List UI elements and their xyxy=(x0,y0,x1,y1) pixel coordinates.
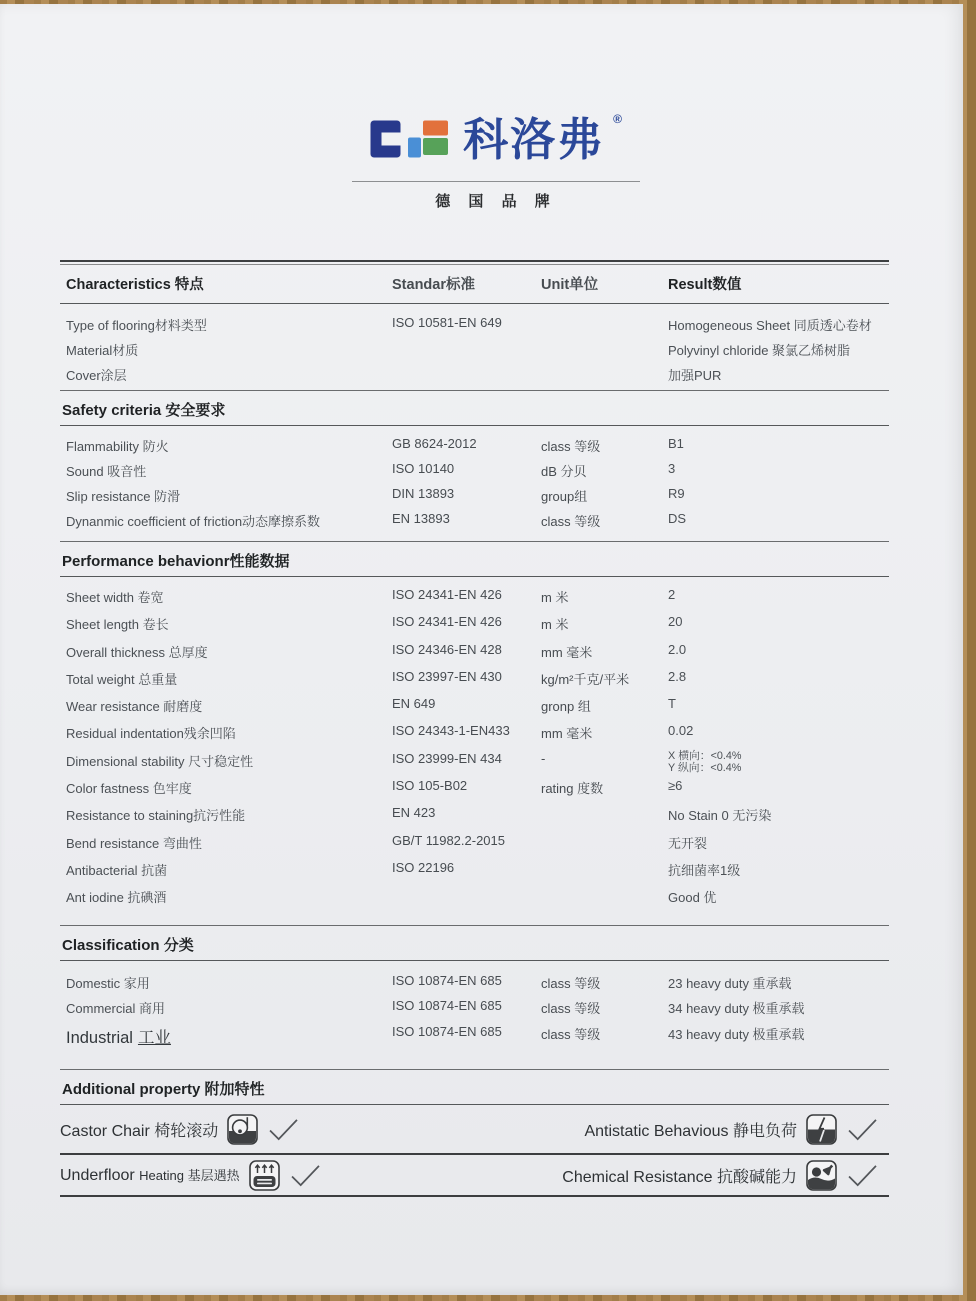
table-row xyxy=(60,998,889,1024)
row-unit: class 等级 xyxy=(541,1026,601,1042)
row-unit: kg/m²千克/平米 xyxy=(541,671,630,687)
table-row xyxy=(60,887,889,914)
row-result: 0.02 xyxy=(668,723,694,739)
table-row xyxy=(60,778,889,805)
row-label: Material材质 xyxy=(66,343,139,358)
row-result: 34 heavy duty 极重承载 xyxy=(668,1001,805,1017)
section-title-classification: Classification 分类 xyxy=(60,926,889,961)
table-row xyxy=(60,973,889,999)
section-performance-rows xyxy=(60,577,889,926)
row-standard: ISO 24341-EN 426 xyxy=(392,587,502,602)
chemical-resistance-icon xyxy=(806,1160,837,1191)
row-standard: DIN 13893 xyxy=(392,486,455,501)
row-unit: m 米 xyxy=(541,617,569,633)
row-label: Flammability 防火 xyxy=(66,439,169,454)
table-row xyxy=(60,315,889,340)
row-label-en: Industrial xyxy=(66,1028,133,1047)
property-castor-chair xyxy=(60,1114,300,1145)
row-standard: GB 8624-2012 xyxy=(392,436,477,451)
row-label: Antibacterial 抗菌 xyxy=(66,862,168,878)
row-label: Ant iodine 抗碘酒 xyxy=(66,890,167,906)
logo-divider xyxy=(352,181,640,182)
row-label: Domestic 家用 xyxy=(66,975,150,991)
table-row xyxy=(60,511,889,536)
row-label: Residual indentation残余凹陷 xyxy=(66,726,236,742)
antistatic-icon xyxy=(806,1114,837,1145)
section-title-additional: Additional property 附加特性 xyxy=(60,1070,889,1105)
row-standard: ISO 10874-EN 685 xyxy=(392,998,502,1014)
checkmark-icon xyxy=(846,1163,879,1188)
row-standard: ISO 23997-EN 430 xyxy=(392,668,502,684)
row-result: ≥6 xyxy=(668,778,683,794)
checkmark-icon xyxy=(846,1117,879,1142)
row-standard: ISO 10140 xyxy=(392,461,455,476)
row-label: Slip resistance 防滑 xyxy=(66,489,181,504)
row-standard: ISO 22196 xyxy=(392,859,455,875)
row-result: 2.0 xyxy=(668,641,687,657)
property-label xyxy=(60,1165,240,1185)
row-standard: ISO 24346-EN 428 xyxy=(392,641,502,657)
brand-name: 科洛弗 xyxy=(463,113,605,165)
spec-table xyxy=(60,260,889,1197)
additional-property-row xyxy=(60,1105,889,1155)
checkmark-icon xyxy=(267,1117,300,1142)
row-label: Wear resistance 耐磨度 xyxy=(66,699,203,715)
table-row xyxy=(60,860,889,887)
property-underfloor-heating xyxy=(60,1160,322,1191)
row-result: 20 xyxy=(668,614,683,630)
row-unit: mm 毫米 xyxy=(541,726,593,742)
brand-logo xyxy=(352,108,640,211)
row-standard: ISO 10874-EN 685 xyxy=(392,972,502,988)
table-row xyxy=(60,436,889,461)
table-header-row xyxy=(60,265,889,304)
table-row xyxy=(60,833,889,860)
table-row xyxy=(60,642,889,669)
row-unit: class 等级 xyxy=(541,439,601,454)
row-label xyxy=(60,1024,392,1048)
row-standard: ISO 24343-1-EN433 xyxy=(392,723,510,739)
row-label: Overall thickness 总厚度 xyxy=(66,644,208,660)
table-top-rule xyxy=(60,260,889,262)
spec-sheet-paper xyxy=(0,4,963,1295)
row-label: Cover涂层 xyxy=(66,368,127,383)
row-standard: ISO 10581-EN 649 xyxy=(392,315,502,330)
row-result: Homogeneous Sheet 同质透心卷材 xyxy=(668,318,872,333)
row-label: Resistance to staining抗污性能 xyxy=(66,808,246,824)
property-label: Chemical Resistance 抗酸碱能力 xyxy=(562,1168,797,1186)
row-unit: rating 度数 xyxy=(541,781,604,797)
section-classification-rows xyxy=(60,961,889,1071)
row-result: 加强PUR xyxy=(668,368,722,383)
table-row xyxy=(60,614,889,641)
col-header-characteristics: Characteristics 特点 xyxy=(66,277,204,293)
row-unit: dB 分贝 xyxy=(541,464,587,479)
property-label: Antistatic Behavious 静电负荷 xyxy=(584,1122,797,1140)
brand-logo-row xyxy=(352,108,640,170)
row-result: 3 xyxy=(668,461,676,476)
row-unit: m 米 xyxy=(541,590,569,605)
table-row xyxy=(60,486,889,511)
row-result: 2.8 xyxy=(668,668,687,684)
row-result: 23 heavy duty 重承载 xyxy=(668,975,792,991)
row-label: Type of flooring材料类型 xyxy=(66,318,207,333)
section-characteristics-rows xyxy=(60,304,889,391)
row-result: 无开裂 xyxy=(668,835,708,851)
col-header-standard: Standar标准 xyxy=(392,277,475,293)
row-standard: EN 13893 xyxy=(392,511,450,526)
row-standard: ISO 24341-EN 426 xyxy=(392,614,502,630)
table-row xyxy=(60,805,889,832)
section-title-performance: Performance behavionr性能数据 xyxy=(60,542,889,577)
row-result: Good 优 xyxy=(668,890,717,906)
property-antistatic xyxy=(584,1114,879,1145)
table-row xyxy=(60,723,889,750)
row-unit: mm 毫米 xyxy=(541,644,593,660)
row-label: Sound 吸音性 xyxy=(66,464,147,479)
row-standard: EN 423 xyxy=(392,805,436,821)
row-result: B1 xyxy=(668,436,684,451)
row-result: 抗细菌率1级 xyxy=(668,862,741,878)
row-standard: ISO 23999-EN 434 xyxy=(392,750,502,766)
brand-logo-mark-icon xyxy=(370,120,454,158)
row-result: 2 xyxy=(668,587,676,602)
row-standard: ISO 10874-EN 685 xyxy=(392,1023,502,1039)
checkmark-icon xyxy=(289,1163,322,1188)
section-title-safety: Safety criteria 安全要求 xyxy=(60,391,889,426)
row-unit: - xyxy=(541,750,546,766)
table-row xyxy=(60,587,889,614)
row-label: Sheet length 卷长 xyxy=(66,617,169,633)
row-label: Dynanmic coefficient of friction动态摩擦系数 xyxy=(66,514,321,529)
registered-trademark-icon: ® xyxy=(613,112,622,126)
brand-tagline: 德 国 品 牌 xyxy=(435,193,557,210)
castor-chair-icon xyxy=(227,1114,258,1145)
table-row xyxy=(60,669,889,696)
row-label-cn: 工业 xyxy=(137,1028,171,1047)
row-label: Total weight 总重量 xyxy=(66,671,178,687)
row-label: Sheet width 卷宽 xyxy=(66,590,164,605)
result-line-y: Y 纵向：<0.4% xyxy=(668,761,742,774)
row-label: Commercial 商用 xyxy=(66,1001,165,1017)
property-chemical-resistance xyxy=(562,1160,879,1191)
row-result: 43 heavy duty 极重承载 xyxy=(668,1026,805,1042)
table-row xyxy=(60,696,889,723)
table-row xyxy=(60,365,889,390)
row-result: T xyxy=(668,696,676,712)
row-unit: class 等级 xyxy=(541,975,601,991)
property-label: Castor Chair 椅轮滚动 xyxy=(60,1122,219,1140)
section-safety-rows xyxy=(60,426,889,542)
row-result: R9 xyxy=(668,486,685,501)
row-unit: gronp 组 xyxy=(541,699,591,715)
col-header-result: Result数值 xyxy=(668,277,742,293)
row-result: DS xyxy=(668,511,687,526)
table-row xyxy=(60,751,889,778)
result-line-x: X 横向：<0.4% xyxy=(668,749,742,762)
row-result: No Stain 0 无污染 xyxy=(668,808,772,824)
row-unit: group组 xyxy=(541,489,588,504)
underfloor-heating-icon xyxy=(249,1160,280,1191)
row-unit: class 等级 xyxy=(541,1001,601,1017)
table-row xyxy=(60,1024,889,1050)
property-label-small: Heating 基层遇热 xyxy=(139,1168,240,1184)
row-label: Color fastness 色牢度 xyxy=(66,781,192,797)
row-standard: EN 649 xyxy=(392,696,436,712)
property-label-big: Underfloor xyxy=(60,1167,135,1185)
additional-property-row xyxy=(60,1155,889,1197)
row-label: Dimensional stability 尺寸稳定性 xyxy=(66,753,254,769)
row-label: Bend resistance 弯曲性 xyxy=(66,835,202,851)
table-row xyxy=(60,461,889,486)
row-unit: class 等级 xyxy=(541,514,601,529)
row-standard: GB/T 11982.2-2015 xyxy=(392,832,505,848)
table-row xyxy=(60,340,889,365)
row-result: Polyvinyl chloride 聚氯乙烯树脂 xyxy=(668,343,851,358)
col-header-unit: Unit单位 xyxy=(541,277,599,293)
row-result xyxy=(668,751,889,775)
row-standard: ISO 105-B02 xyxy=(392,778,468,794)
